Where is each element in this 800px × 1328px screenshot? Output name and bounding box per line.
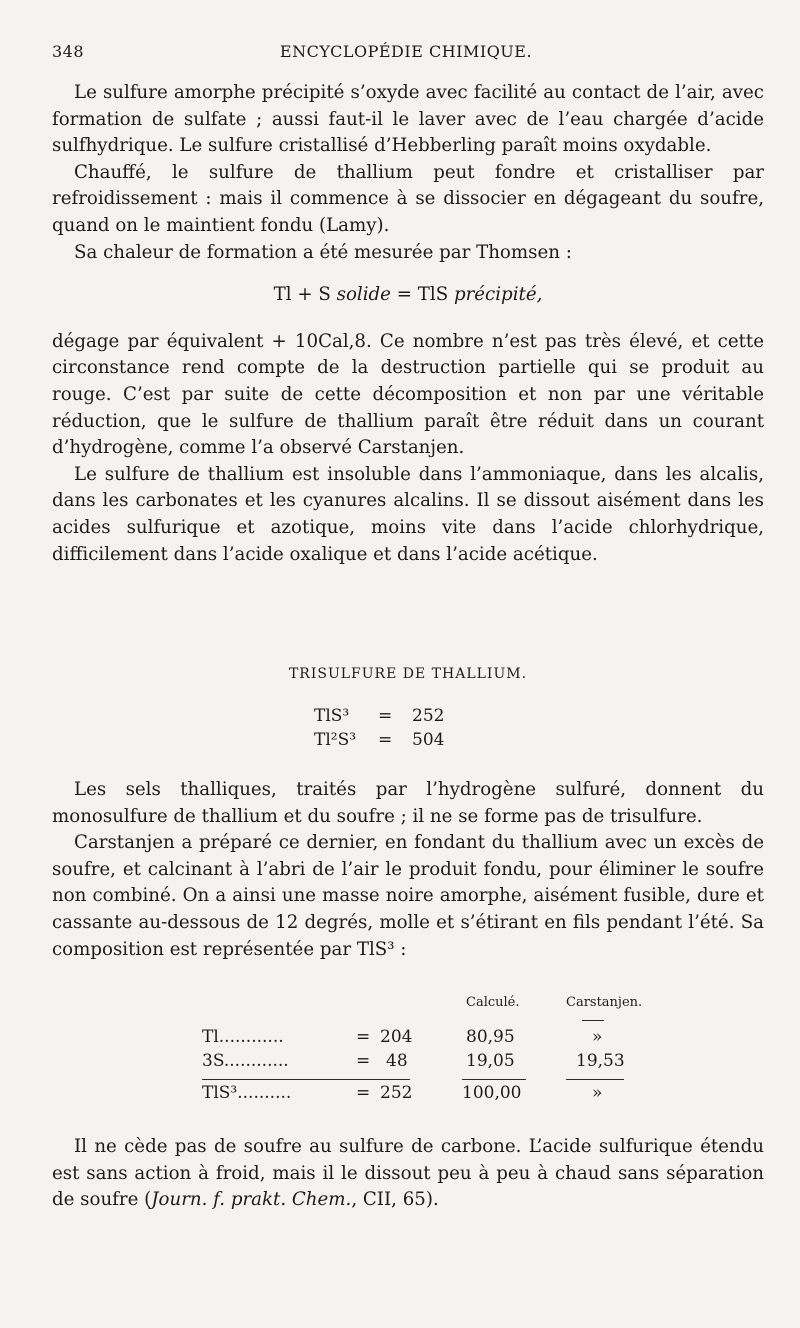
paragraph: Les sels thalliques, traités par l’hydrogène sulfuré, donnent du monosulfure de thallium et du soufre ; il ne se forme pas de trisulfure.	[52, 779, 764, 827]
section-title: TRISULFURE DE THALLIUM.	[288, 666, 528, 682]
page-header	[52, 42, 760, 66]
equation-part: précipité,	[453, 284, 543, 306]
formula-rhs: 252	[412, 706, 445, 726]
paragraph: Sa chaleur de formation a été mesurée par Thomsen :	[74, 241, 572, 263]
formula-lhs: TlS³	[314, 706, 350, 726]
table-cell: =	[356, 1027, 371, 1047]
paragraph: dégage par équivalent + 10Cal,8. Ce nombre n’est pas très élevé, et cette circonstance rend compte de la destruction partielle qui se produit au rouge. C’est par suite de cette décomposition et non par une véritable réduction, que le sulfure de thallium paraît être réduit dans un courant d’hydrogène, comme l’a observé Carstanjen.	[52, 330, 764, 459]
text-block-1	[52, 80, 764, 568]
table-cell: 100,00	[462, 1083, 522, 1103]
table-row-label: Tl............	[202, 1027, 284, 1047]
column-header: Carstanjen.	[566, 995, 643, 1010]
column-header: Calculé.	[466, 995, 520, 1010]
formula-rhs: 504	[412, 730, 445, 750]
formula-eq: =	[378, 706, 393, 726]
table-divider	[566, 1079, 624, 1080]
paragraph: Le sulfure amorphe précipité s’oxyde avec facilité au contact de l’air, avec formation de sulfate ; aussi faut-il le laver avec de l’eau chargée d’acide sulfhydrique. Le sulfure cristallisé d’Hebberling paraît moins oxydable.	[52, 82, 764, 157]
text-block-2	[52, 777, 764, 963]
text-run: Il ne cède pas de soufre au sulfure de carbone. L’acide sulfurique étendu est sans action à froid, mais il le dissout peu à peu à chaud sans séparation de soufre (	[52, 1136, 764, 1211]
paragraph	[52, 1134, 764, 1214]
formula-eq: =	[378, 730, 393, 750]
running-title: ENCYCLOPÉDIE CHIMIQUE.	[279, 42, 533, 61]
page-number: 348	[52, 42, 85, 61]
text-block-3	[52, 1134, 764, 1214]
table-divider	[462, 1079, 526, 1080]
paragraph: Carstanjen a préparé ce dernier, en fondant du thallium avec un excès de soufre, et calcinant à l’abri de l’air le produit fondu, pour éliminer le soufre non combiné. On a ainsi une masse noire amorphe, aisément fusible, dure et cassante au-dessous de 12 degrés, molle et s’étirant en fils pendant l’été. Sa composition est représentée par TlS³ :	[52, 832, 764, 960]
table-row-label: 3S............	[202, 1051, 289, 1071]
table-cell: =	[356, 1051, 371, 1071]
table-row-label: TlS³..........	[202, 1083, 292, 1103]
table-cell: 80,95	[466, 1027, 515, 1047]
table-cell: »	[592, 1027, 603, 1047]
table-cell: 19,53	[576, 1051, 625, 1071]
equation-part: solide	[336, 284, 391, 306]
table-cell: 204	[380, 1027, 413, 1047]
paragraph: Le sulfure de thallium est insoluble dans l’ammoniaque, dans les alcalis, dans les carbonates et les cyanures alcalins. Il se dissout aisément dans les acides sulfurique et azotique, moins vite dans l’acide chlorhydrique, difficilement dans l’acide oxalique et dans l’acide acétique.	[52, 463, 764, 565]
paragraph: Chauffé, le sulfure de thallium peut fondre et cristalliser par refroidissement : mais il commence à se dissocier en dégageant du soufre, quand on le maintient fondu (Lamy).	[52, 161, 764, 236]
table-divider	[202, 1079, 410, 1080]
table-cell: 48	[386, 1051, 408, 1071]
table-cell: 19,05	[466, 1051, 515, 1071]
equation-part: = TlS	[390, 284, 454, 306]
table-cell: =	[356, 1083, 371, 1103]
table-cell: 252	[380, 1083, 413, 1103]
formula-lhs: Tl²S³	[314, 730, 357, 750]
text-run: , CII, 65).	[351, 1189, 439, 1211]
equation-part: Tl + S	[273, 284, 337, 306]
table-cell: »	[592, 1083, 603, 1103]
citation-journal: Journ. f. prakt. Chem.	[151, 1189, 352, 1211]
equation	[52, 282, 764, 309]
table-divider	[582, 1020, 604, 1021]
